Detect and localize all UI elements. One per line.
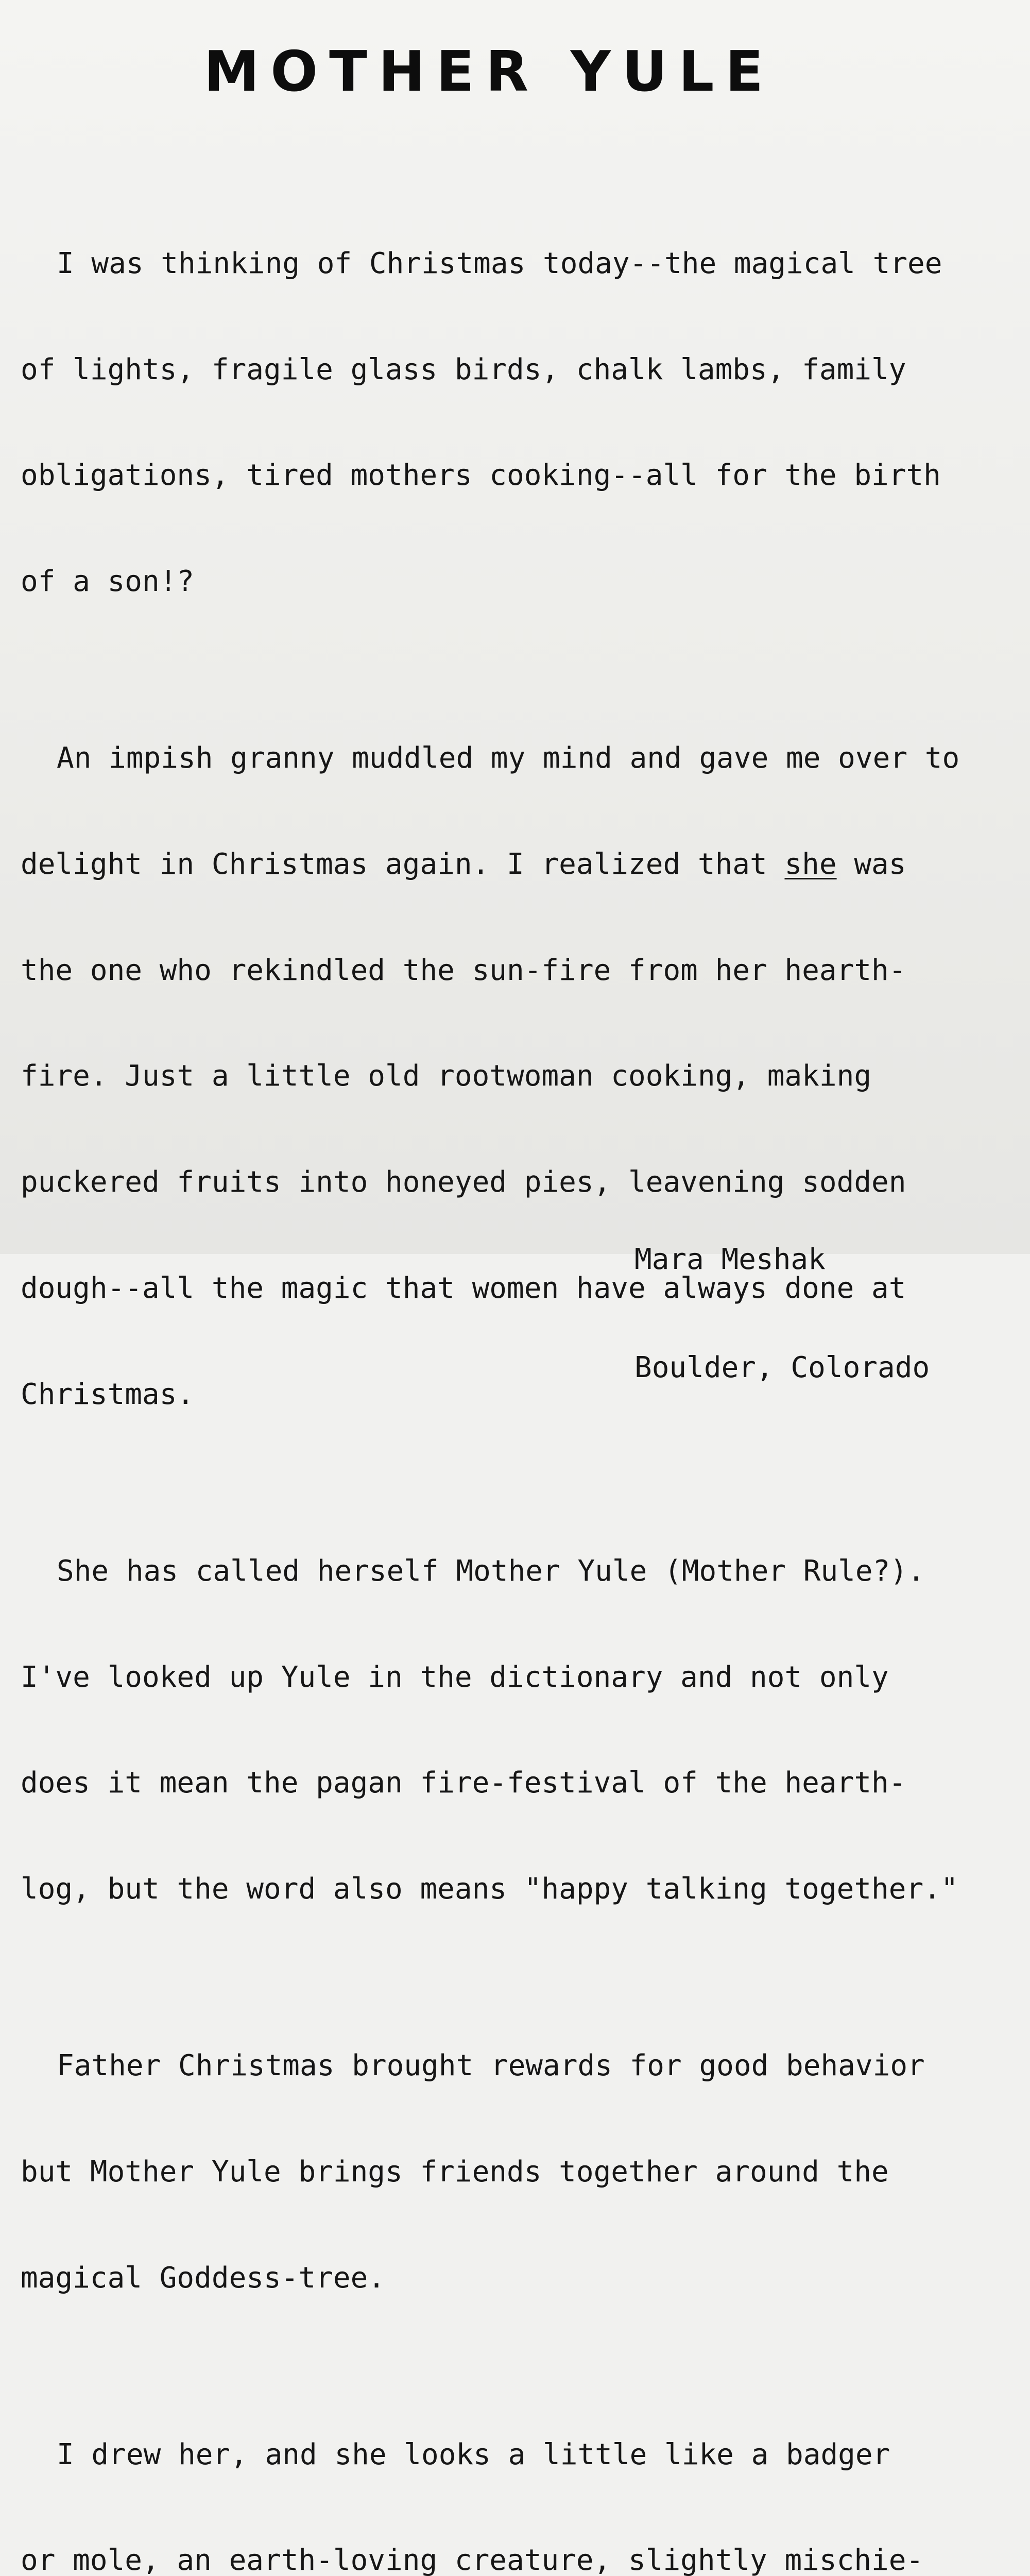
article-title: MOTHER YULE: [203, 40, 775, 104]
text-line: magical Goddess-tree.: [21, 2261, 386, 2295]
text-line: fire. Just a little old rootwoman cooking, making: [21, 1059, 872, 1093]
text-line: I was thinking of Christmas today--the magical tree: [57, 246, 942, 280]
text-line: An impish granny muddled my mind and gave me over to: [57, 741, 960, 775]
text-line-with-emphasis: [21, 847, 1015, 883]
underlined-word: she: [784, 847, 837, 881]
text-line: or mole, an earth-loving creature, slightly mischie-: [21, 2544, 924, 2576]
text-line: I've looked up Yule in the dictionary and not only: [21, 1660, 889, 1694]
text-line: Father Christmas brought rewards for good behavior: [57, 2049, 925, 2083]
text-line: Christmas.: [21, 1377, 195, 1411]
author-name: Mara Meshak: [634, 1243, 826, 1276]
text-line: the one who rekindled the sun-fire from her hearth-: [21, 953, 906, 987]
signature-block: [634, 1170, 930, 1458]
text-line: puckered fruits into honeyed pies, leavening sodden: [21, 1165, 906, 1199]
text-segment: was: [836, 847, 906, 881]
text-line: log, but the word also means "happy talking together.": [21, 1872, 958, 1906]
text-line: dough--all the magic that women have always done at: [21, 1272, 906, 1305]
text-line: She has called herself Mother Yule (Mother Rule?).: [57, 1554, 925, 1588]
text-line: of lights, fragile glass birds, chalk lambs, family: [21, 352, 906, 386]
text-line: but Mother Yule brings friends together around the: [21, 2155, 889, 2189]
author-location: Boulder, Colorado: [634, 1351, 930, 1384]
text-line: does it mean the pagan fire-festival of the hearth-: [21, 1766, 906, 1800]
text-segment: delight in Christmas again. I realized that: [21, 847, 785, 881]
text-line: obligations, tired mothers cooking--all for the birth: [21, 459, 941, 493]
text-line: I drew her, and she looks a little like a badger: [57, 2437, 890, 2471]
text-line: of a son!?: [21, 565, 195, 599]
